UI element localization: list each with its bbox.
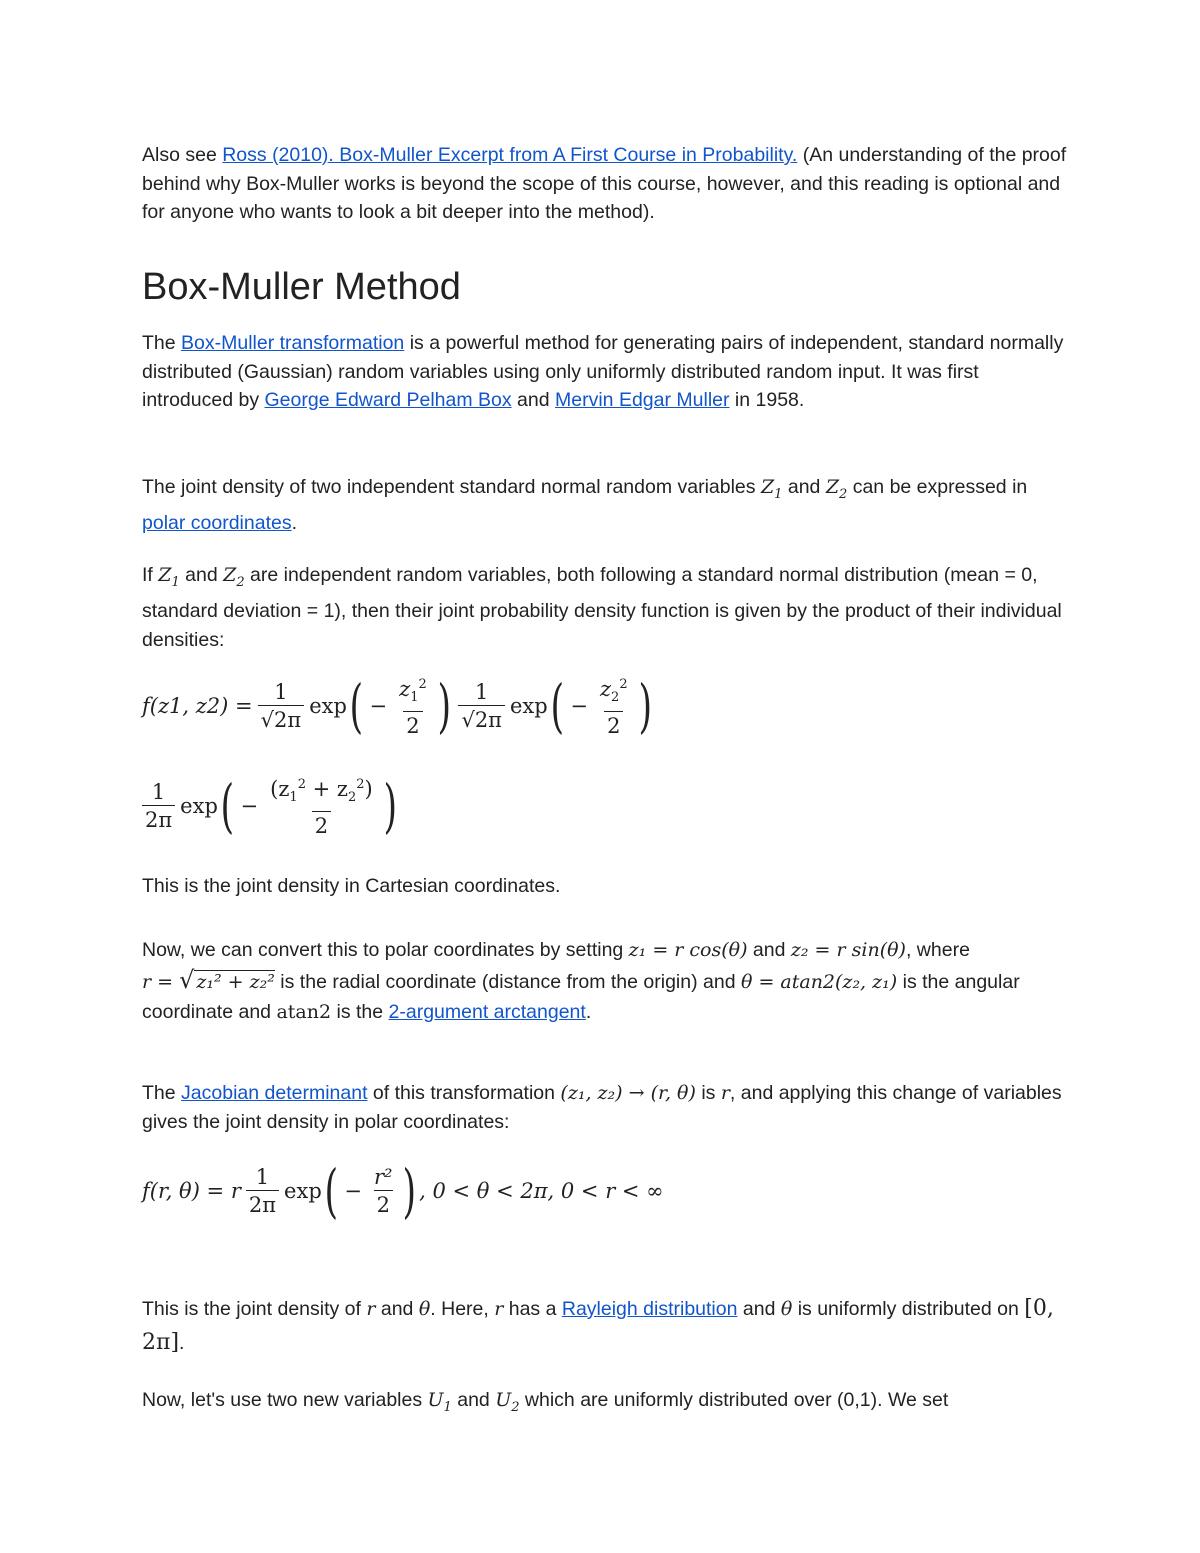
fraction [267,772,376,840]
fraction [597,672,631,740]
math-z2-def: z₂ = r sin(θ) [790,939,906,961]
george-box-link[interactable]: George Edward Pelham Box [264,389,512,411]
sup: 2 [619,677,628,692]
text: and [511,389,556,411]
polar-coordinates-link[interactable]: polar coordinates [142,512,292,535]
left-paren: ( [220,772,235,841]
math-sub: 1 [171,574,180,590]
sub: 2 [611,690,620,706]
math-z: Z [760,476,775,498]
math-r: r [494,1298,504,1320]
text: which are uniformly distributed over (0,1). We set [519,1389,949,1411]
math-z1 [760,476,783,502]
right-paren: ) [403,1157,417,1225]
denominator: 2 [312,811,331,840]
term: ) [364,777,373,801]
minus-sign: − [369,694,388,719]
exp-label: exp [509,694,548,719]
numerator [267,772,376,811]
math-z1-def: z₁ = r cos(θ) [628,939,748,961]
text: and [782,476,826,498]
text: is the radial coordinate (distance from the origin) and [274,971,741,993]
text: . Here, [430,1298,495,1320]
numerator: r² [374,1164,393,1189]
fraction [396,672,430,740]
text: is a powerful method for generating pairs of independent, standard normally distributed (Gaussian) random variables using only uniformly distributed random input. It was first introduced by [142,332,1064,411]
math-r: r [720,1082,730,1104]
text: and [179,564,224,586]
text: is the angular coordinate and [142,971,1020,1023]
math-u: U [495,1389,512,1411]
fraction [246,1164,279,1219]
numerator [597,672,631,711]
sqrt-symbol: √ [179,966,195,994]
text: . [585,1001,592,1023]
var-z: z [599,677,612,701]
text: are independent random variables, both following a standard normal distribution (mean = 0, standard deviation = 1), then their joint probability density function is given by the product of their individual densities: [142,564,1062,651]
text: can be expressed in [847,476,1028,498]
term: + z [305,777,348,801]
ross-link[interactable]: Ross (2010). Box-Muller Excerpt from A First Course in Probability. [222,144,798,166]
text: . [179,1332,185,1354]
exp-label: exp [284,1179,322,1203]
math-u2 [495,1389,520,1415]
domain-condition: , 0 < θ < 2π, 0 < r < ∞ [419,1179,664,1203]
text: and [375,1298,419,1320]
uniform-variables-paragraph [142,1386,1072,1422]
text: The [142,332,182,354]
section-heading: Box-Muller Method [142,266,461,308]
math-z: Z [223,564,237,586]
term: (z [270,777,290,801]
numerator [396,672,430,711]
eq-lhs: f(z1, z2) = [142,694,253,719]
math-sub: 2 [236,574,245,590]
sub: 2 [347,790,357,806]
text: and [747,939,791,961]
text: . [291,512,298,535]
math-z2 [223,564,245,590]
eq-lhs: f(r, θ) = r [142,1179,241,1203]
cartesian-note: This is the joint density in Cartesian coordinates. [142,875,561,897]
math-r-def: r = [142,971,180,993]
sub: 1 [289,790,298,806]
math-atan2: atan2 [276,1001,332,1023]
polar-conversion-paragraph [142,935,1072,1027]
text: is the [331,1001,389,1023]
text: , where [905,939,970,961]
sup: 2 [418,677,427,692]
fraction [458,679,505,734]
math-u: U [427,1389,444,1411]
text: and [737,1298,781,1320]
text: is [695,1082,721,1104]
math-z2 [825,476,848,502]
math-sub: 2 [839,486,848,502]
math-theta-def: θ = atan2(z₂, z₁) [740,971,898,993]
math-sqrt-body: z₁² + z₂² [196,971,275,993]
left-paren: ( [550,672,564,741]
numerator: 1 [274,679,288,704]
equation-cartesian-product [142,672,654,740]
right-paren: ) [437,672,451,741]
independence-paragraph [142,561,1072,654]
sup: 2 [297,777,306,792]
fraction [258,679,305,734]
intro-paragraph [142,141,1072,227]
numerator: 1 [151,779,166,804]
numerator: 1 [255,1164,270,1189]
math-sub: 1 [774,486,783,502]
math-theta: θ [418,1298,431,1320]
sup: 2 [356,777,365,792]
equation-cartesian-combined [142,772,399,840]
math-interval: [0, 2π] [142,1296,1054,1355]
denominator: √2π [258,705,305,734]
text: The [142,1082,182,1104]
math-u1 [427,1389,452,1415]
text: Now, we can convert this to polar coordinates by setting [142,939,629,961]
right-paren: ) [383,772,397,841]
math-z1 [158,564,180,590]
fraction [142,779,175,834]
denominator: 2 [604,711,623,740]
mervin-muller-link[interactable]: Mervin Edgar Muller [555,389,730,411]
rayleigh-paragraph [142,1292,1072,1360]
exp-label: exp [180,794,218,819]
math-r: r [366,1298,376,1320]
rayleigh-link[interactable]: Rayleigh distribution [561,1298,738,1320]
intro-text: Also see [142,144,223,166]
box-muller-transformation-link[interactable]: Box-Muller transformation [181,332,405,354]
jacobian-paragraph [142,1079,1072,1136]
left-paren: ( [349,672,364,741]
math-transformation: (z₁, z₂) → (r, θ) [560,1082,696,1104]
denominator: 2 [403,711,422,740]
denominator: 2 [374,1190,393,1219]
math-sub: 1 [443,1399,452,1415]
text: has a [503,1298,562,1320]
denominator: √2π [458,705,505,734]
math-theta: θ [780,1298,793,1320]
var-z: z [399,677,411,701]
fraction [371,1164,395,1219]
math-z: Z [158,564,172,586]
right-paren: ) [638,672,652,741]
joint-density-paragraph [142,473,1072,538]
numerator: 1 [475,679,489,704]
text: The joint density of two independent standard normal random variables [142,476,761,498]
denominator: 2π [142,805,175,834]
text: and [451,1389,496,1411]
jacobian-link[interactable]: Jacobian determinant [181,1082,368,1104]
minus-sign: − [570,694,588,719]
text: is uniformly distributed on [792,1298,1025,1320]
math-sub: 2 [511,1399,520,1415]
left-paren: ( [324,1157,338,1225]
sub: 1 [410,690,419,706]
exp-label: exp [309,694,347,719]
denominator: 2π [246,1190,279,1219]
text: in 1958. [729,389,805,411]
text: If [142,564,159,586]
intro-text-suffix: (An understanding of the proof behind why Box-Muller works is beyond the scope of this course, however, and this reading is optional and for anyone who wants to look a bit deeper into the method). [142,144,1067,223]
arctangent-link[interactable]: 2-argument arctangent [388,1001,586,1023]
equation-polar-density [142,1157,664,1225]
math-z: Z [825,476,840,498]
text: , and applying this change of variables gives the joint density in polar coordinates: [142,1082,1062,1133]
minus-sign: − [240,794,259,819]
text: This is the joint density of [142,1298,367,1320]
text: of this transformation [367,1082,561,1104]
minus-sign: − [344,1179,363,1203]
text: Now, let's use two new variables [142,1389,428,1411]
intro-boxmuller-paragraph [142,329,1072,415]
